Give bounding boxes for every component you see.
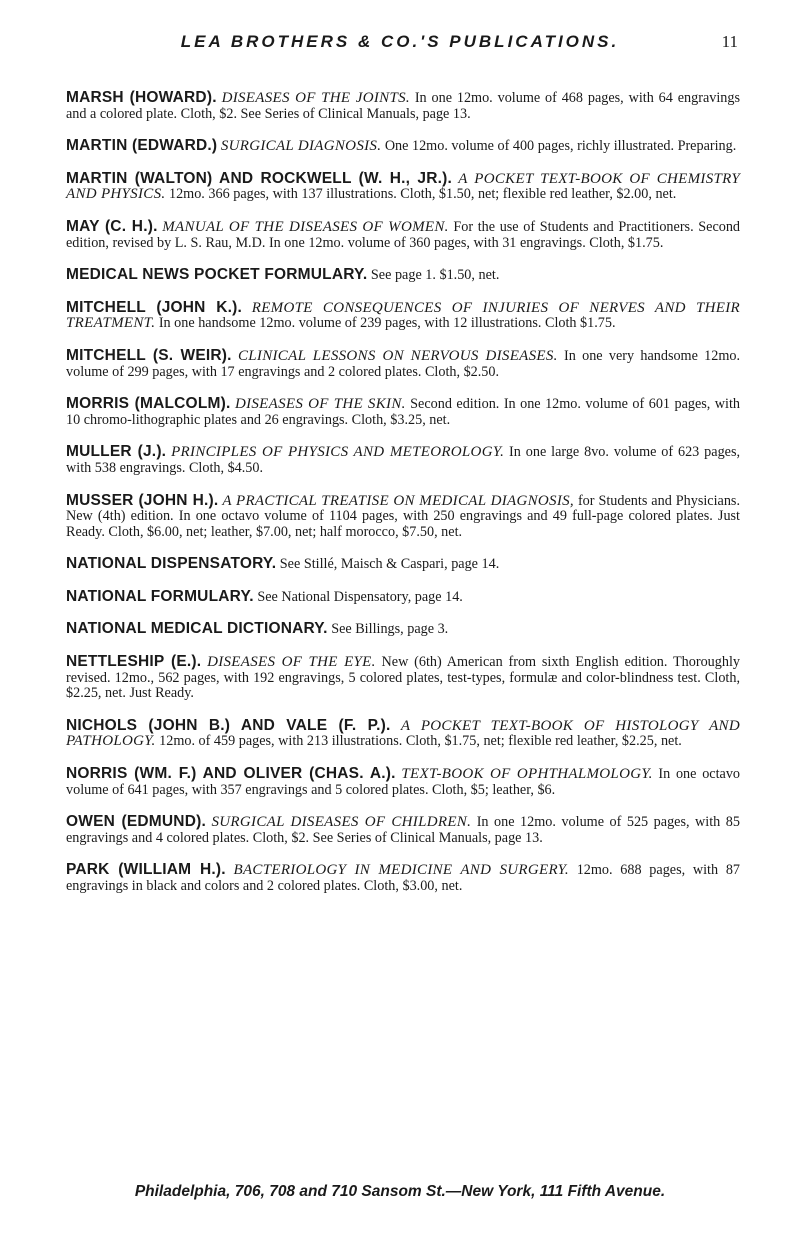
entry-title: SURGICAL DIAGNOSIS. — [220, 138, 382, 155]
entry-description: New (6th) American from sixth English edition. Thoroughly revised. 12mo., 562 pages, with 192 engravings, 5 colored plates, test-types, formulæ and color-blindness test. Cloth, $2.25, net. Just Ready. — [66, 654, 740, 702]
entry-description: 12mo. 366 pages, with 137 illustrations. Cloth, $1.50, net; flexible red leather, $2.00, net. — [168, 186, 677, 203]
entry-description: One 12mo. volume of 400 pages, richly illustrated. Preparing. — [384, 138, 737, 155]
catalog-entry — [66, 267, 740, 284]
entry-title: A PRACTICAL TREATISE ON MEDICAL DIAGNOSIS, — [222, 492, 574, 509]
entry-description: In one octavo volume of 641 pages, with 357 engravings and 5 colored plates. Cloth, $5; leather, $6. — [66, 766, 741, 798]
catalog-entry — [66, 718, 740, 750]
entry-author: PARK (WILLIAM H.). — [66, 861, 226, 879]
entry-author: MARSH (HOWARD). — [66, 89, 217, 106]
entry-title: CLINICAL LESSONS ON NERVOUS DISEASES. — [237, 347, 558, 364]
page-number: 11 — [721, 32, 738, 51]
entry-author: MAY (C. H.). — [66, 217, 158, 235]
entry-title: DISEASES OF THE SKIN. — [234, 396, 406, 413]
entry-author: MEDICAL NEWS POCKET FORMULARY. — [66, 266, 368, 284]
entry-title: BACTERIOLOGY IN MEDICINE AND SURGERY. — [233, 862, 569, 879]
entry-description: See National Dispensatory, page 14. — [257, 588, 463, 605]
entry-description: Second edition. In one 12mo. volume of 601 pages, with 10 chromo-lithographic plates and 26 engravings. Cloth, $3.25, net. — [66, 396, 741, 428]
catalog-entry — [66, 219, 740, 251]
entry-author: NATIONAL FORMULARY. — [66, 587, 254, 605]
catalog-entry — [66, 556, 740, 573]
entry-title: A POCKET TEXT-BOOK OF CHEMISTRY AND PHYSICS. — [66, 170, 741, 203]
entry-description: In one 12mo. volume of 468 pages, with 64 engravings and a colored plate. Cloth, $2. See Series of Clinical Manuals, page 13. — [66, 90, 740, 122]
catalog-entry — [66, 300, 740, 332]
catalog-entry — [66, 348, 740, 380]
entry-title: DISEASES OF THE JOINTS. — [221, 90, 410, 106]
entry-title: A POCKET TEXT-BOOK OF HISTOLOGY AND PATHOLOGY. — [66, 717, 740, 750]
entry-author: MITCHELL (S. WEIR). — [66, 346, 232, 364]
entry-description: See page 1. $1.50, net. — [370, 267, 500, 284]
catalog-entry — [66, 589, 740, 606]
entry-author: MULLER (J.). — [66, 443, 167, 461]
catalog-entry — [66, 493, 740, 541]
running-title: LEA BROTHERS & CO.'S PUBLICATIONS. — [180, 32, 620, 51]
entry-description: See Billings, page 3. — [331, 621, 449, 638]
entry-author: MITCHELL (JOHN K.). — [66, 298, 243, 316]
entry-description: 12mo. of 459 pages, with 213 illustrations. Cloth, $1.75, net; flexible red leather, $2.25, net. — [159, 733, 682, 750]
catalog-entry — [66, 766, 740, 798]
catalog-entry — [66, 654, 740, 702]
entry-author: MARTIN (WALTON) AND ROCKWELL (W. H., JR.). — [66, 169, 452, 187]
entry-author: MARTIN (EDWARD.) — [66, 137, 218, 155]
entry-description: In one handsome 12mo. volume of 239 pages, with 12 illustrations. Cloth $1.75. — [158, 315, 616, 332]
entry-description: In one very handsome 12mo. volume of 299 pages, with 17 engravings and 2 colored plates. Cloth, $2.50. — [66, 347, 741, 380]
entry-author: NICHOLS (JOHN B.) AND VALE (F. P.). — [66, 716, 391, 734]
entry-author: MUSSER (JOHN H.). — [66, 491, 219, 509]
entry-title: PRINCIPLES OF PHYSICS AND METEOROLOGY. — [171, 444, 505, 461]
entry-description: 12mo. 688 pages, with 87 engravings in black and colors and 2 colored plates. Cloth, $3.00, net. — [66, 862, 741, 894]
catalog-entry — [66, 814, 740, 846]
catalog-entry — [66, 396, 740, 428]
entry-title: MANUAL OF THE DISEASES OF WOMEN. — [162, 218, 449, 235]
catalog-entry — [66, 90, 740, 122]
entry-author: NATIONAL DISPENSATORY. — [66, 555, 277, 573]
entry-author: NORRIS (WM. F.) AND OLIVER (CHAS. A.). — [66, 765, 396, 783]
catalog-entries — [66, 90, 740, 911]
entry-title: REMOTE CONSEQUENCES OF INJURIES OF NERVES AND THEIR TREATMENT. — [66, 299, 741, 332]
catalog-entry — [66, 138, 740, 155]
entry-description: for Students and Physicians. New (4th) edition. In one octavo volume of 1104 pages, with 250 engravings and 49 full-page colored plates. Just Ready. Cloth, $6.00, net; leather, $7.00, net; half morocco, $7.50, net. — [66, 492, 740, 540]
entry-title: SURGICAL DISEASES OF CHILDREN. — [211, 814, 472, 831]
catalog-entry — [66, 862, 740, 894]
entry-author: NATIONAL MEDICAL DICTIONARY. — [66, 620, 328, 638]
entry-description: In one 12mo. volume of 525 pages, with 85 engravings and 4 colored plates. Cloth, $2. See Series of Clinical Manuals, page 13. — [66, 814, 740, 846]
catalog-entry — [66, 444, 740, 476]
publisher-address-footer: Philadelphia, 706, 708 and 710 Sansom St.—New York, 111 Fifth Avenue. — [134, 1183, 666, 1200]
entry-author: MORRIS (MALCOLM). — [66, 395, 231, 413]
entry-description: For the use of Students and Practitioners. Second edition, revised by L. S. Rau, M.D. In one 12mo. volume of 360 pages, with 31 engravings. Cloth, $1.75. — [66, 218, 741, 251]
entry-author: OWEN (EDMUND). — [66, 813, 206, 831]
entry-title: DISEASES OF THE EYE. — [207, 654, 376, 671]
entry-description: See Stillé, Maisch & Caspari, page 14. — [279, 556, 500, 573]
entry-description: In one large 8vo. volume of 623 pages, with 538 engravings. Cloth, $4.50. — [66, 444, 741, 476]
catalog-entry — [66, 171, 740, 203]
running-header — [0, 32, 800, 58]
entry-author: NETTLESHIP (E.). — [66, 653, 202, 671]
entry-title: TEXT-BOOK OF OPHTHALMOLOGY. — [401, 766, 653, 783]
catalog-entry — [66, 621, 740, 638]
